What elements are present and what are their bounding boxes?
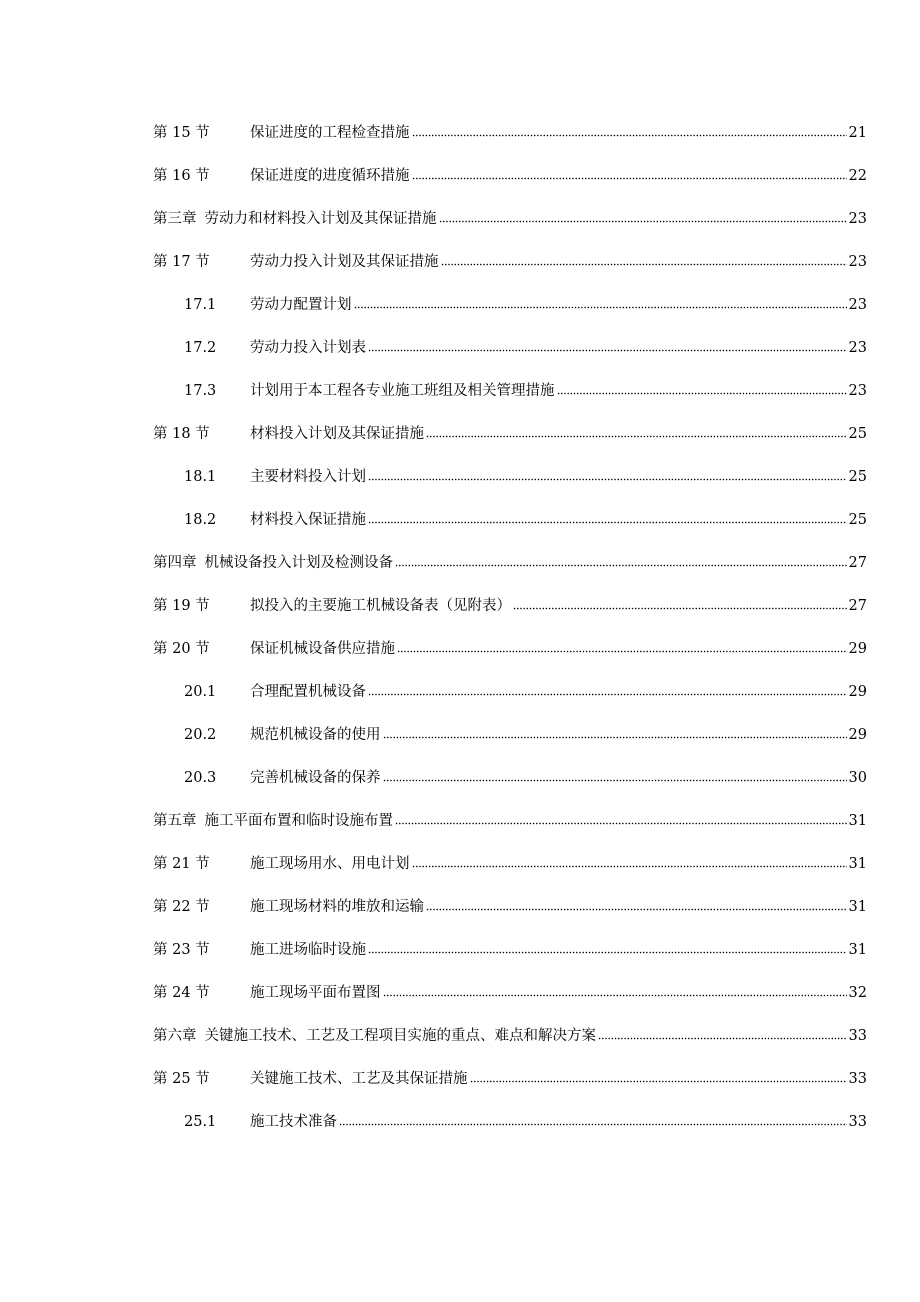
toc-subsection-entry[interactable]: [153, 284, 867, 327]
toc-entry-number: 第六章: [153, 1028, 197, 1044]
toc-dot-leader: [426, 424, 847, 438]
toc-entry-title: 拟投入的主要施工机械设备表（见附表）: [250, 598, 511, 614]
toc-entry-number: 第 21 节: [153, 856, 210, 872]
toc-dot-leader: [368, 682, 847, 696]
toc-dot-leader: [368, 510, 847, 524]
toc-chapter-entry[interactable]: [153, 198, 867, 241]
toc-entry-title: 施工现场用水、用电计划: [250, 856, 410, 872]
toc-dot-leader: [439, 209, 847, 223]
toc-entry-title: 施工技术准备: [250, 1114, 337, 1130]
toc-entry-number: 第五章: [153, 813, 197, 829]
toc-page-number: 29: [848, 684, 867, 700]
toc-entry-title: 计划用于本工程各专业施工班组及相关管理措施: [250, 383, 555, 399]
toc-entry-title: 材料投入保证措施: [250, 512, 366, 528]
toc-page-number: 33: [848, 1071, 867, 1087]
toc-page-number: 23: [848, 297, 867, 313]
toc-entry-title: 保证进度的进度循环措施: [250, 168, 410, 184]
toc-page-number: 23: [848, 254, 867, 270]
toc-section-entry[interactable]: [153, 1058, 867, 1101]
toc-chapter-entry[interactable]: [153, 800, 867, 843]
toc-dot-leader: [354, 295, 847, 309]
toc-dot-leader: [557, 381, 847, 395]
toc-dot-leader: [368, 940, 847, 954]
toc-dot-leader: [368, 467, 847, 481]
toc-subsection-entry[interactable]: [153, 456, 867, 499]
toc-dot-leader: [339, 1112, 847, 1126]
toc-entry-number: 20.2: [184, 727, 217, 743]
toc-page-number: 33: [848, 1028, 867, 1044]
toc-chapter-entry[interactable]: [153, 542, 867, 585]
toc-page-number: 33: [848, 1114, 867, 1130]
toc-entry-title: 劳动力和材料投入计划及其保证措施: [204, 211, 437, 227]
toc-entry-number: 第 22 节: [153, 899, 210, 915]
toc-section-entry[interactable]: [153, 929, 867, 972]
toc-dot-leader: [383, 725, 847, 739]
toc-dot-leader: [412, 854, 847, 868]
toc-dot-leader: [470, 1069, 847, 1083]
toc-entry-title: 保证进度的工程检查措施: [250, 125, 410, 141]
toc-page-number: 31: [848, 856, 867, 872]
toc-subsection-entry[interactable]: [153, 499, 867, 542]
toc-entry-number: 第三章: [153, 211, 197, 227]
toc-entry-number: 17.2: [184, 340, 217, 356]
toc-page-number: 23: [848, 340, 867, 356]
toc-entry-number: 第 17 节: [153, 254, 210, 270]
toc-entry-title: 施工进场临时设施: [250, 942, 366, 958]
toc-dot-leader: [383, 983, 847, 997]
toc-page-number: 27: [848, 555, 867, 571]
toc-page-number: 25: [848, 469, 867, 485]
toc-subsection-entry[interactable]: [153, 671, 867, 714]
toc-section-entry[interactable]: [153, 241, 867, 284]
toc-page-number: 31: [848, 813, 867, 829]
toc-entry-title: 施工平面布置和临时设施布置: [204, 813, 393, 829]
toc-dot-leader: [513, 596, 847, 610]
toc-entry-number: 20.3: [184, 770, 217, 786]
toc-entry-title: 劳动力投入计划表: [250, 340, 366, 356]
toc-entry-number: 第 23 节: [153, 942, 210, 958]
toc-section-entry[interactable]: [153, 112, 867, 155]
toc-subsection-entry[interactable]: [153, 370, 867, 413]
toc-section-entry[interactable]: [153, 155, 867, 198]
toc-entry-title: 材料投入计划及其保证措施: [250, 426, 424, 442]
toc-entry-title: 保证机械设备供应措施: [250, 641, 395, 657]
toc-entry-number: 第 24 节: [153, 985, 210, 1001]
toc-entry-title: 施工现场材料的堆放和运输: [250, 899, 424, 915]
toc-entry-title: 机械设备投入计划及检测设备: [204, 555, 393, 571]
toc-dot-leader: [441, 252, 847, 266]
toc-entry-title: 劳动力投入计划及其保证措施: [250, 254, 439, 270]
toc-section-entry[interactable]: [153, 886, 867, 929]
toc-chapter-entry[interactable]: [153, 1015, 867, 1058]
toc-page-number: 31: [848, 942, 867, 958]
toc-dot-leader: [395, 553, 847, 567]
toc-subsection-entry[interactable]: [153, 714, 867, 757]
toc-section-entry[interactable]: [153, 585, 867, 628]
toc-dot-leader: [395, 811, 847, 825]
toc-page-number: 25: [848, 426, 867, 442]
toc-entry-number: 20.1: [184, 684, 217, 700]
toc-section-entry[interactable]: [153, 843, 867, 886]
toc-entry-title: 合理配置机械设备: [250, 684, 366, 700]
toc-dot-leader: [598, 1026, 847, 1040]
toc-entry-number: 第 18 节: [153, 426, 210, 442]
toc-dot-leader: [426, 897, 847, 911]
toc-section-entry[interactable]: [153, 628, 867, 671]
toc-entry-title: 完善机械设备的保养: [250, 770, 381, 786]
toc-subsection-entry[interactable]: [153, 757, 867, 800]
toc-dot-leader: [368, 338, 847, 352]
toc-entry-title: 关键施工技术、工艺及工程项目实施的重点、难点和解决方案: [204, 1028, 596, 1044]
toc-subsection-entry[interactable]: [153, 1101, 867, 1144]
toc-entry-number: 第 20 节: [153, 641, 210, 657]
toc-dot-leader: [412, 166, 847, 180]
toc-dot-leader: [383, 768, 847, 782]
toc-entry-number: 18.1: [184, 469, 217, 485]
toc-page-number: 21: [848, 125, 867, 141]
toc-entry-number: 第 15 节: [153, 125, 210, 141]
toc-entry-number: 第 25 节: [153, 1071, 210, 1087]
toc-entry-number: 17.3: [184, 383, 217, 399]
toc-page-number: 30: [848, 770, 867, 786]
table-of-contents: [153, 112, 867, 1144]
toc-entry-number: 25.1: [184, 1114, 217, 1130]
toc-section-entry[interactable]: [153, 972, 867, 1015]
toc-entry-title: 关键施工技术、工艺及其保证措施: [250, 1071, 468, 1087]
toc-entry-title: 劳动力配置计划: [250, 297, 352, 313]
toc-dot-leader: [412, 123, 847, 137]
toc-entry-number: 第 16 节: [153, 168, 210, 184]
toc-page-number: 31: [848, 899, 867, 915]
toc-page-number: 29: [848, 641, 867, 657]
toc-page-number: 25: [848, 512, 867, 528]
toc-page-number: 23: [848, 211, 867, 227]
toc-entry-title: 施工现场平面布置图: [250, 985, 381, 1001]
toc-entry-number: 18.2: [184, 512, 217, 528]
toc-dot-leader: [397, 639, 847, 653]
toc-page-number: 27: [848, 598, 867, 614]
toc-page-number: 32: [848, 985, 867, 1001]
toc-section-entry[interactable]: [153, 413, 867, 456]
toc-page-number: 29: [848, 727, 867, 743]
toc-entry-number: 第四章: [153, 555, 197, 571]
toc-subsection-entry[interactable]: [153, 327, 867, 370]
toc-entry-title: 规范机械设备的使用: [250, 727, 381, 743]
toc-entry-number: 17.1: [184, 297, 217, 313]
toc-entry-number: 第 19 节: [153, 598, 210, 614]
toc-entry-title: 主要材料投入计划: [250, 469, 366, 485]
toc-page-number: 22: [848, 168, 867, 184]
toc-page-number: 23: [848, 383, 867, 399]
